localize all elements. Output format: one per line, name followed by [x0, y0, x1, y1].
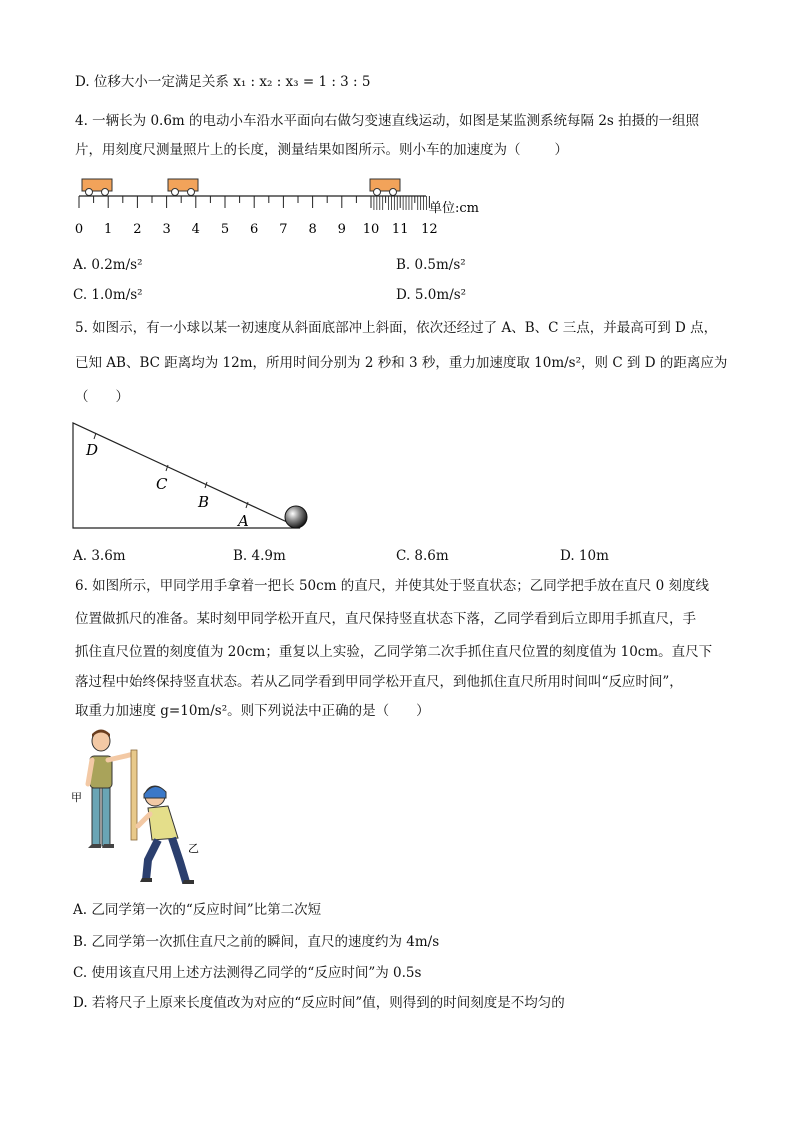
q6-option-c[interactable]: C. 使用该直尺用上述方法测得乙同学的“反应时间”为 0.5s: [73, 965, 422, 981]
person-yi: [138, 786, 194, 884]
ruler-label: 5: [220, 222, 230, 237]
q5-option-d[interactable]: D. 10m: [560, 548, 609, 564]
q5-option-c[interactable]: C. 8.6m: [396, 548, 449, 564]
q6-stem-line4: 落过程中始终保持竖直状态。若从乙同学看到甲同学松开直尺，到他抓住直尺所用时间叫“反应时间”，: [75, 674, 683, 690]
person-jia: [88, 730, 134, 849]
q6-option-d[interactable]: D. 若将尺子上原来长度值改为对应的“反应时间”值，则得到的时间刻度是不均匀的: [73, 995, 565, 1011]
ruler-ticks: [79, 196, 429, 210]
q6-stem-line5: 取重力加速度 g=10m/s²。则下列说法中正确的是（ ）: [75, 703, 430, 719]
q5-option-a[interactable]: A. 3.6m: [73, 548, 126, 564]
ruler-label: 1: [104, 222, 113, 237]
ruler-label: 12: [421, 222, 438, 237]
ruler-label: 11: [391, 222, 409, 237]
ruler-label: 3: [162, 222, 171, 237]
q5-incline-figure: [68, 418, 318, 534]
q4-option-b[interactable]: B. 0.5m/s²: [396, 257, 466, 273]
point-d-label: D: [86, 441, 99, 459]
ruler-labels: [75, 222, 438, 237]
ruler-label: 2: [133, 222, 142, 237]
q5-stem-line3: （ ）: [75, 389, 129, 405]
q6-stem-line3: 抓住直尺位置的刻度值为 20cm；重复以上实验，乙同学第二次手抓住直尺位置的刻度值为 10cm。直尺下: [75, 644, 713, 660]
ruler-label: 4: [191, 222, 200, 237]
point-a-label: A: [238, 512, 249, 530]
q5-stem-line1: 5. 如图示，有一小球以某一初速度从斜面底部冲上斜面，依次还经过了 A、B、C 三点，并最高可到 D 点，: [75, 320, 718, 336]
q4-stem-line2: 片，用刻度尺测量照片上的长度，测量结果如图所示。则小车的加速度为（ ）: [75, 142, 568, 158]
ruler-label: 8: [308, 222, 317, 237]
ruler-unit: 单位:cm: [429, 201, 479, 216]
q6-option-a[interactable]: A. 乙同学第一次的“反应时间”比第二次短: [73, 902, 322, 918]
q6-reaction-figure: [68, 728, 218, 890]
cart-3: [370, 179, 400, 196]
point-c-label: C: [156, 475, 168, 493]
ruler-label: 9: [337, 222, 346, 237]
q4-ruler-figure: [70, 172, 500, 240]
ruler-label: 0: [74, 222, 84, 237]
q6-option-b[interactable]: B. 乙同学第一次抓住直尺之前的瞬间，直尺的速度约为 4m/s: [73, 934, 440, 950]
cart-2: [168, 179, 198, 196]
ruler-label: 10: [362, 222, 380, 237]
label-yi: 乙: [188, 842, 199, 855]
q3-option-d[interactable]: D. 位移大小一定满足关系 x₁ : x₂ : x₃ = 1 : 3 : 5: [75, 74, 371, 90]
q4-stem-line1: 4. 一辆长为 0.6m 的电动小车沿水平面向右做匀变速直线运动，如图是某监测系统每隔 2s 拍摄的一组照: [75, 113, 700, 129]
label-jia: 甲: [71, 791, 82, 804]
ruler-label: 6: [250, 222, 259, 237]
q6-stem-line1: 6. 如图所示，甲同学用手拿着一把长 50cm 的直尺，并使其处于竖直状态；乙同学把手放在直尺 0 刻度线: [75, 578, 709, 594]
incline-triangle: [73, 423, 300, 528]
ruler-label: 7: [279, 222, 288, 237]
q6-stem-line2: 位置做抓尺的准备。某时刻甲同学松开直尺，直尺保持竖直状态下落，乙同学看到后立即用手抓直尺，手: [75, 611, 696, 627]
ball: [285, 506, 307, 528]
cart-1: [82, 179, 112, 196]
q5-option-b[interactable]: B. 4.9m: [233, 548, 286, 564]
q5-stem-line2: 已知 AB、BC 距离均为 12m，所用时间分别为 2 秒和 3 秒，重力加速度取 10m/s²，则 C 到 D 的距离应为: [75, 355, 728, 371]
q4-option-c[interactable]: C. 1.0m/s²: [73, 287, 143, 303]
q4-option-d[interactable]: D. 5.0m/s²: [396, 287, 467, 303]
q4-option-a[interactable]: A. 0.2m/s²: [73, 257, 143, 273]
point-b-label: B: [198, 493, 210, 511]
